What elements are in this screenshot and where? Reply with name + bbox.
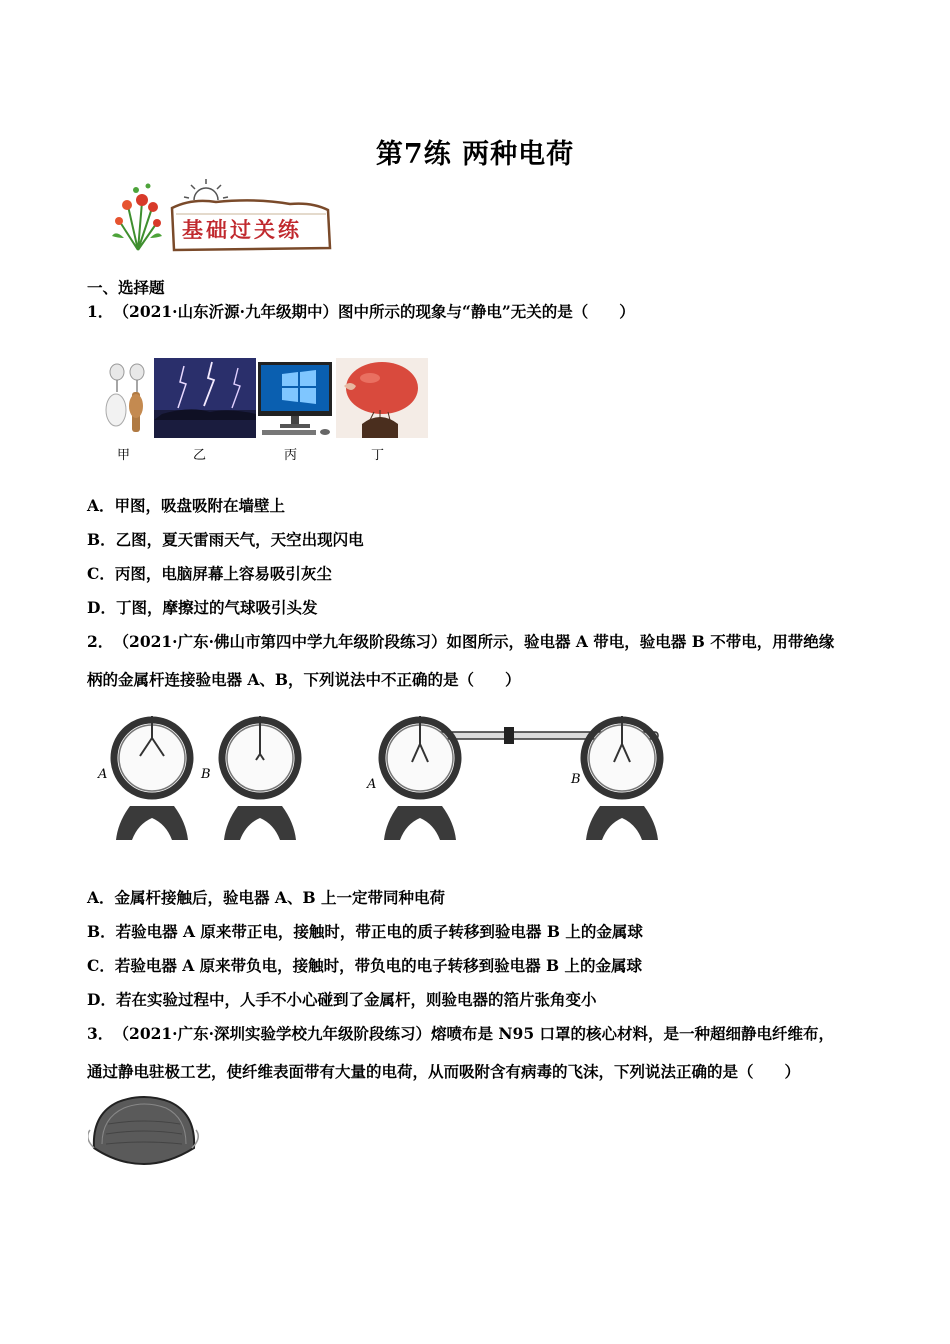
question-2-option-b: B．若验电器 A 原来带正电，接触时，带正电的质子转移到验电器 B 上的金属球 xyxy=(87,922,643,941)
question-1-option-d: D．丁图，摩擦过的气球吸引头发 xyxy=(87,598,318,617)
electroscope-a-connected xyxy=(382,716,458,840)
question-1-option-b: B．乙图，夏天雷雨天气，天空出现闪电 xyxy=(87,530,364,549)
question-2-figure xyxy=(90,716,670,844)
caption-bing: 丙 xyxy=(284,448,298,463)
label-b-left: B xyxy=(201,767,211,782)
question-3-stem-line-2: 通过静电驻极工艺，使纤维表面带有大量的电荷，从而吸附含有病毒的飞沫，下列说法正确的是（ ） xyxy=(87,1062,801,1081)
question-2-stem-line-1: 2． （2021·广东·佛山市第四中学九年级阶段练习）如图所示，验电器 A 带电，验电器 B 不带电，用带绝缘 xyxy=(87,632,835,651)
section-heading: 一、选择题 xyxy=(87,278,165,297)
question-1-option-c: C．丙图，电脑屏幕上容易吸引灰尘 xyxy=(87,564,332,583)
question-1-stem: 1． （2021·山东沂源·九年级期中）图中所示的现象与“静电”无关的是（ ） xyxy=(87,302,635,321)
caption-jia: 甲 xyxy=(117,448,131,463)
electroscope-b-closed xyxy=(222,716,298,840)
computer-image xyxy=(258,358,334,438)
question-1-figure xyxy=(100,358,430,440)
sun-icon xyxy=(184,179,228,200)
suction-hook-image xyxy=(100,358,152,438)
flower-icon xyxy=(112,184,162,251)
balloon-image xyxy=(336,358,428,438)
question-2-stem-line-2: 柄的金属杆连接验电器 A、B，下列说法中不正确的是（ ） xyxy=(87,670,521,689)
caption-yi: 乙 xyxy=(193,448,207,463)
question-1-option-a: A．甲图，吸盘吸附在墙壁上 xyxy=(87,496,286,515)
n95-mask-image xyxy=(88,1094,200,1168)
banner-label: 基础过关练 xyxy=(182,217,302,242)
question-3-stem-line-1: 3． （2021·广东·深圳实验学校九年级阶段练习）熔喷布是 N95 口罩的核心材料，是一种超细静电纤维布， xyxy=(87,1024,835,1043)
label-a-right: A xyxy=(367,777,377,792)
caption-ding: 丁 xyxy=(371,448,385,463)
question-2-option-a: A．金属杆接触后，验电器 A、B 上一定带同种电荷 xyxy=(87,888,445,907)
label-b-right: B xyxy=(571,772,581,787)
electroscope-a-spread xyxy=(114,716,190,840)
question-2-option-c: C．若验电器 A 原来带负电，接触时，带负电的电子转移到验电器 B 上的金属球 xyxy=(87,956,643,975)
lightning-image xyxy=(154,358,256,438)
page-title: 第7练 两种电荷 xyxy=(375,139,575,170)
electroscope-b-connected xyxy=(584,716,660,840)
question-2-option-d: D．若在实验过程中，人手不小心碰到了金属杆，则验电器的箔片张角变小 xyxy=(87,990,597,1009)
label-a-left: A xyxy=(98,767,108,782)
